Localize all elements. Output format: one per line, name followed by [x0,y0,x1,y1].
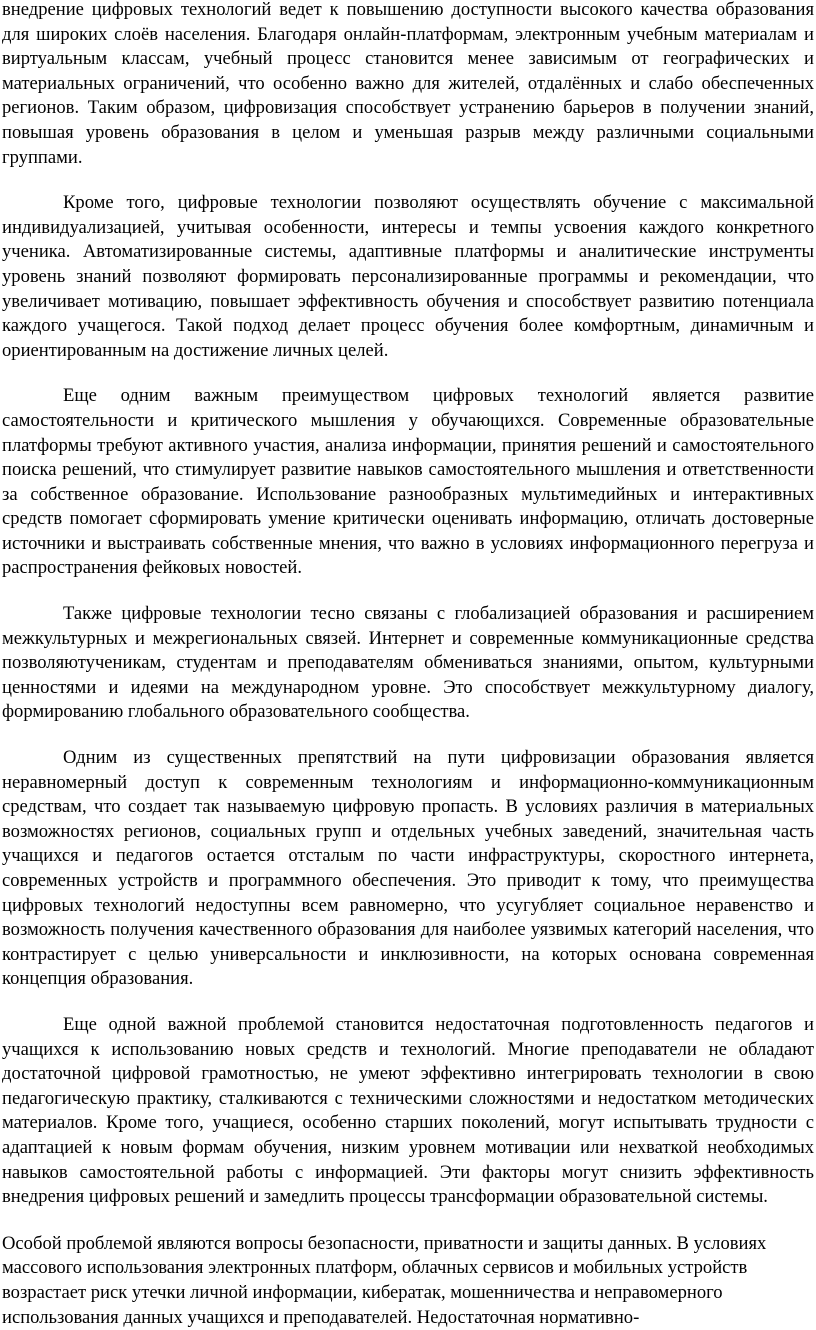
paragraph-5: Одним из существенных препятствий на пути цифровизации образования является неравномерный доступ к современным технологиям и информационно-коммуникационным средствам, что создает так называемую цифровую пропасть. В условиях различия в материальных возможностях регионов, социальных групп и отдельных учебных заведений, значительная часть учащихся и педагогов остается отсталым по части инфраструктуры, скоростного интернета, современных устройств и программного обеспечения. Это приводит к тому, что преимущества цифровых технологий недоступны всем равномерно, что усугубляет социальное неравенство и возможность получения качественного образования для наиболее уязвимых категорий населения, что контрастирует с целью универсальности и инклюзивности, на которых основана современная концепция образования. [2,747,814,990]
paragraph-2: Кроме того, цифровые технологии позволяют осуществлять обучение с максимальной индивидуализацией, учитывая особенности, интересы и темпы усвоения каждого конкретного ученика. Автоматизированные системы, адаптивные платформы и аналитические инструменты уровень знаний позволяют формировать персонализированные программы и рекомендации, что увеличивает мотивацию, повышает эффективность обучения и способствует развитию потенциала каждого учащегося. Такой подход делает процесс обучения более комфортным, динамичным и ориентированным на достижение личных целей. [2,192,814,361]
paragraph-1: внедрение цифровых технологий ведет к повышению доступности высокого качества образования для широких слоёв населения. Благодаря онлайн-платформам, электронным учебным материалам и виртуальным классам, учебный процесс становится менее зависимым от географических и материальных ограничений, что особенно важно для жителей, отдалённых и слабо обеспеченных регионов. Таким образом, цифровизация способствует устранению барьеров в получении знаний, повышая уровень образования в целом и уменьшая разрыв между различными социальными группами. [2,0,814,168]
paragraph-7: Особой проблемой являются вопросы безопасности, приватности и защиты данных. В условиях массового использования электронных платформ, облачных сервисов и мобильных устройств возрастает риск утечки личной информации, кибератак, мошенничества и неправомерного использования данных учащихся и преподавателей. Недостаточная нормативно- [2,1232,767,1328]
paragraph-4: Также цифровые технологии тесно связаны с глобализацией образования и расширением межкультурных и межрегиональных связей. Интернет и современные коммуникационные средства позволяютученикам, студентам и преподавателям обмениваться знаниями, опытом, культурными ценностями и идеями на международном уровне. Это способствует межкультурному диалогу, формированию глобального образовательного сообщества. [2,603,814,723]
paragraph-6: Еще одной важной проблемой становится недостаточная подготовленность педагогов и учащихся к использованию новых средств и технологий. Многие преподаватели не обладают достаточной цифровой грамотностью, не умеют эффективно интегрировать технологии в свою педагогическую практику, сталкиваются с техническими сложностями и недостатком методических материалов. Кроме того, учащиеся, особенно старших поколений, могут испытывать трудности с адаптацией к новым формам обучения, низким уровнем мотивации или нехваткой необходимых навыков самостоятельной работы с информацией. Эти факторы могут снизить эффективность внедрения цифровых решений и замедлить процессы трансформации образовательной системы. [2,1013,814,1208]
paragraph-3: Еще одним важным преимуществом цифровых технологий является развитие самостоятельности и критического мышления у обучающихся. Современные образовательные платформы требуют активного участия, анализа информации, принятия решений и самостоятельного поиска решений, что стимулирует развитие навыков самостоятельного мышления и ответственности за собственное образование. Использование разнообразных мультимедийных и интерактивных средств помогает сформировать умение критически оценивать информацию, отличать достоверные источники и выстраивать собственные мнения, что важно в условиях информационного перегруза и распространения фейковых новостей. [2,385,814,579]
